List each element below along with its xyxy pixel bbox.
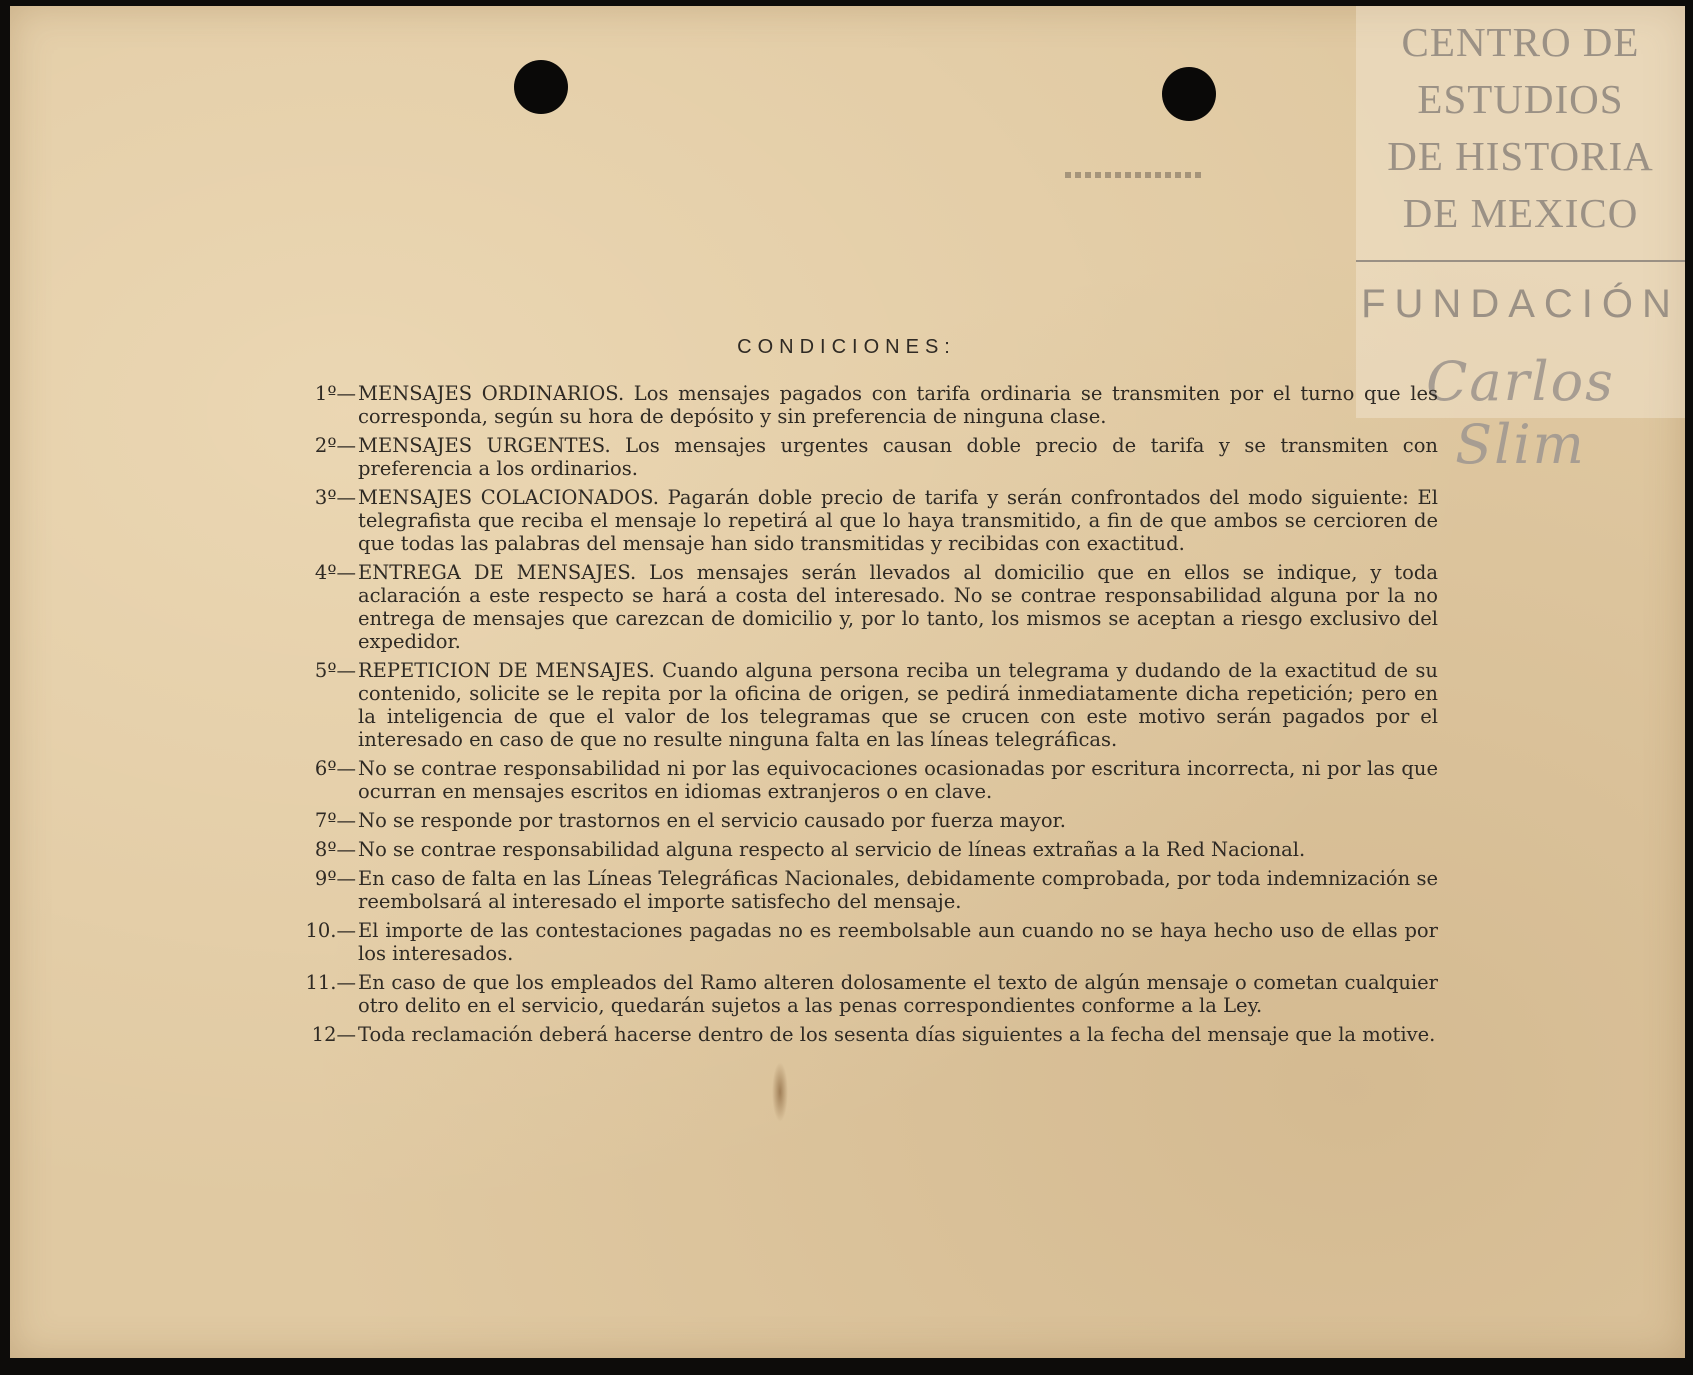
- clause-item: [292, 867, 1438, 913]
- clause-number: 10.—: [305, 919, 356, 942]
- stamp-signature: Carlos Slim: [1426, 350, 1615, 476]
- clause-number: 5º—: [314, 659, 356, 682]
- conditions-list: [292, 382, 1438, 1052]
- clause-number: 6º—: [314, 757, 356, 780]
- clause-item: [292, 561, 1438, 653]
- clause-text: MENSAJES COLACIONADOS. Pagarán doble precio de tarifa y serán confrontados del modo siguiente: El telegrafista que reciba el mensaje lo repetirá al que lo haya transmitido, a fin de que ambos se cercioren de que todas las palabras del mensaje han sido transmitidas y recibidas con exactitud.: [358, 486, 1438, 555]
- clause-number: 4º—: [314, 561, 356, 584]
- clause-text: El importe de las contestaciones pagadas no es reembolsable aun cuando no se haya hecho uso de ellas por los interesados.: [358, 919, 1438, 965]
- stamp-foundation: FUNDACIÓN: [1361, 282, 1680, 326]
- stain-mark: [772, 1062, 788, 1122]
- punch-hole: [1162, 67, 1216, 121]
- clause-number: 3º—: [314, 486, 356, 509]
- clause-text: MENSAJES ORDINARIOS. Los mensajes pagados con tarifa ordinaria se transmiten por el turno que les corresponda, según su hora de depósito y sin preferencia de ninguna clase.: [358, 382, 1438, 428]
- clause-text: No se contrae responsabilidad alguna respecto al servicio de líneas extrañas a la Red Nacional.: [358, 838, 1306, 861]
- stamp-line: ESTUDIOS: [1417, 76, 1624, 122]
- clause-number: 2º—: [314, 434, 356, 457]
- clause-number: 9º—: [314, 867, 356, 890]
- punch-hole: [514, 60, 568, 114]
- clause-item: [292, 971, 1438, 1017]
- clause-text: En caso de falta en las Líneas Telegráficas Nacionales, debidamente comprobada, por toda indemnización se reembolsará al interesado el importe satisfecho del mensaje.: [358, 867, 1438, 913]
- clause-text: En caso de que los empleados del Ramo alteren dolosamente el texto de algún mensaje o cometan cualquier otro delito en el servicio, quedarán sujetos a las penas correspondientes conforme a la Ley.: [358, 971, 1438, 1017]
- clause-text: ENTREGA DE MENSAJES. Los mensajes serán llevados al domicilio que en ellos se indique, y toda aclaración a este respecto se hará a costa del interesado. No se contrae responsabilidad alguna por la no entrega de mensajes que carezcan de domicilio y, por lo tanto, los mismos se aceptan a riesgo exclusivo del expedidor.: [358, 561, 1438, 653]
- clause-item: [292, 434, 1438, 480]
- clause-number: 12—: [311, 1023, 356, 1046]
- clause-item: [292, 382, 1438, 428]
- clause-number: 11.—: [305, 971, 356, 994]
- clause-text: No se responde por trastornos en el servicio causado por fuerza mayor.: [358, 809, 1066, 832]
- clause-item: [292, 919, 1438, 965]
- clause-text: REPETICION DE MENSAJES. Cuando alguna persona reciba un telegrama y dudando de la exactitud de su contenido, solicite se le repita por la oficina de origen, se pedirá inmediatamente dicha repetición; pero en la inteligencia de que el valor de los telegramas que se crucen con este motivo serán pagados por el interesado en caso de que no resulte ninguna falta en las líneas telegráficas.: [358, 659, 1438, 751]
- stamp-line: DE HISTORIA: [1387, 133, 1654, 179]
- stamp-line: CENTRO DE: [1401, 19, 1640, 65]
- clause-item: [292, 1023, 1438, 1046]
- stamp-divider: [1356, 260, 1685, 262]
- clause-text: No se contrae responsabilidad ni por las equivocaciones ocasionadas por escritura incorrecta, ni por las que ocurran en mensajes escritos en idiomas extranjeros o en clave.: [358, 757, 1438, 803]
- clause-text: Toda reclamación deberá hacerse dentro de los sesenta días siguientes a la fecha del mensaje que la motive.: [358, 1023, 1436, 1046]
- clause-item: [292, 809, 1438, 832]
- clause-number: 1º—: [314, 382, 356, 405]
- stamp-line: DE MEXICO: [1402, 190, 1639, 236]
- clause-number: 8º—: [314, 838, 356, 861]
- clause-text: MENSAJES URGENTES. Los mensajes urgentes causan doble precio de tarifa y se transmiten con preferencia a los ordinarios.: [358, 434, 1438, 480]
- clause-number: 7º—: [314, 809, 356, 832]
- clause-item: [292, 659, 1438, 751]
- clause-item: [292, 486, 1438, 555]
- pencil-mark: [1065, 172, 1205, 178]
- clause-item: [292, 757, 1438, 803]
- conditions-title: CONDICIONES:: [737, 336, 956, 358]
- clause-item: [292, 838, 1438, 861]
